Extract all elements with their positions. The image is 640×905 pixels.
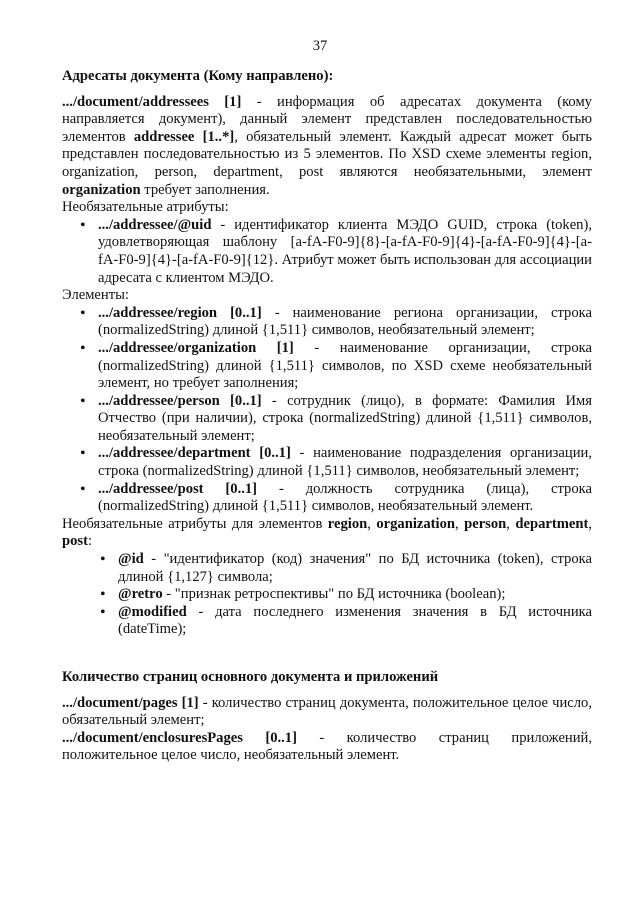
uid-list bbox=[62, 217, 592, 287]
pages-paragraph bbox=[62, 695, 592, 730]
person-path: .../addressee/person [0..1] bbox=[98, 392, 262, 409]
list-item-id bbox=[62, 551, 592, 586]
person-text: - сотрудник (лицо), в формате: Фамилия Имя Отчество (при наличии), строка (normalizedString) длиной {1,511} символов, необязательный элемент; bbox=[98, 392, 593, 444]
enclosures-path: .../document/enclosuresPages [0..1] bbox=[62, 729, 297, 746]
department-text: - наименование подразделения организации, строка (normalizedString) длиной {1,511} символов, необязательный элемент; bbox=[98, 445, 592, 480]
post-text: - должность сотрудника (лица), строка (normalizedString) длиной {1,511} символов, необязательный элемент. bbox=[98, 480, 592, 515]
attr-department: department bbox=[515, 515, 589, 532]
organization-path: .../addressee/organization [1] bbox=[98, 339, 294, 356]
list-item-person bbox=[62, 393, 592, 446]
attr-region: region bbox=[327, 515, 368, 532]
attr-organization: organization bbox=[376, 515, 456, 532]
region-path: .../addressee/region [0..1] bbox=[98, 304, 262, 321]
uid-text: - идентификатор клиента МЭДО GUID, строка (token), удовлетворяющая шаблону [a-fA-F0-9]{8}-[a-fA-F0-9]{4}-[a-fA-F0-9]{4}-[a-fA-F0-9]{4}-[a-fA-F0-9]{12}. Атрибут может быть использован для ассоциации адресата с клиентом МЭДО. bbox=[98, 216, 592, 286]
retro-attr: @retro bbox=[118, 586, 163, 603]
list-item-organization bbox=[62, 340, 592, 393]
pages-text: - количество страниц документа, положительное целое число, обязательный элемент; bbox=[62, 694, 592, 729]
attr-post: post bbox=[62, 533, 88, 550]
retro-text: - "признак ретроспективы" по БД источника (boolean); bbox=[162, 586, 506, 603]
modified-attr: @modified bbox=[118, 603, 187, 620]
addressee-element: addressee [1..*] bbox=[133, 128, 235, 145]
uid-path: .../addressee/@uid bbox=[98, 216, 212, 233]
attr-intro-text: Необязательные атрибуты для элементов bbox=[62, 515, 328, 532]
page-content bbox=[62, 68, 592, 765]
addressees-text-3: требует заполнения. bbox=[140, 181, 270, 198]
section-gap bbox=[62, 639, 592, 669]
pages-path: .../document/pages [1] bbox=[62, 694, 199, 711]
list-item-region bbox=[62, 305, 592, 340]
enclosures-paragraph bbox=[62, 730, 592, 765]
page-number: 37 bbox=[312, 38, 328, 54]
element-attributes-intro: Необязательные атрибуты для элементов region, organization, person, department, post: bbox=[62, 515, 592, 550]
id-attr: @id bbox=[118, 551, 144, 568]
list-item-department bbox=[62, 445, 592, 480]
addressees-text-2: , обязательный элемент. Каждый адресат может быть представлен последовательностью из 5 элементов. По XSD схеме элементы region, organization, person, department, post являются необязательными, элемент bbox=[62, 128, 592, 180]
organization-term: organization bbox=[62, 181, 141, 198]
addressees-paragraph bbox=[62, 94, 592, 200]
optional-attributes-label: Необязательные атрибуты: bbox=[62, 199, 229, 216]
addressees-text-1: - информация об адресатах документа (кому направляется документ), данный элемент представлен последовательностью элементов bbox=[62, 93, 592, 145]
addressees-heading: Адресаты документа (Кому направлено): bbox=[62, 68, 334, 84]
attr-person: person bbox=[464, 515, 507, 532]
id-text: - "идентификатор (код) значения" по БД источника (token), строка длиной {1,127} символа; bbox=[118, 551, 592, 585]
post-path: .../addressee/post [0..1] bbox=[98, 480, 258, 497]
organization-text: - наименование организации, строка (normalizedString) длиной {1,511} символов, по XSD схеме необязательный элемент, но требует заполнения; bbox=[98, 339, 592, 392]
enclosures-text: - количество страниц приложений, положительное целое число, необязательный элемент. bbox=[62, 729, 592, 764]
modified-text: - дата последнего изменения значения в БД источника (dateTime); bbox=[118, 603, 592, 638]
pages-heading: Количество страниц основного документа и приложений bbox=[62, 669, 439, 685]
list-item-retro bbox=[62, 586, 592, 604]
department-path: .../addressee/department [0..1] bbox=[98, 445, 291, 462]
element-attributes-list bbox=[62, 551, 592, 639]
list-item-uid bbox=[62, 217, 592, 287]
list-item-modified bbox=[62, 604, 592, 639]
elements-label: Элементы: bbox=[62, 287, 129, 304]
region-text: - наименование региона организации, строка (normalizedString) длиной {1,511} символов, необязательный элемент; bbox=[98, 304, 592, 339]
elements-list bbox=[62, 305, 592, 516]
addressees-path: .../document/addressees [1] bbox=[62, 93, 242, 110]
list-item-post bbox=[62, 481, 592, 516]
